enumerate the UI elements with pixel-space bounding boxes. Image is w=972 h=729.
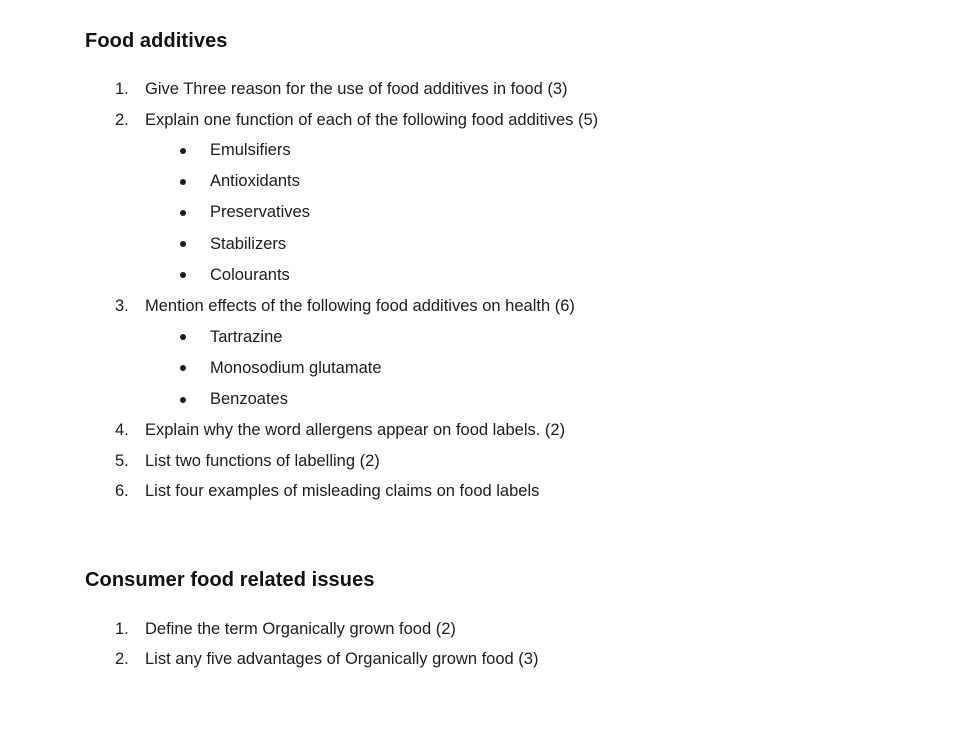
bullet-icon — [180, 272, 186, 278]
item-number: 4. — [115, 421, 129, 440]
item-number: 6. — [115, 482, 129, 501]
item-number: 3. — [115, 297, 129, 316]
bullet-item — [85, 197, 932, 228]
bullet-text: Colourants — [210, 265, 290, 284]
bullet-item — [85, 229, 932, 260]
item-number: 2. — [115, 110, 129, 129]
bullet-item — [85, 322, 932, 353]
bullet-text: Antioxidants — [210, 172, 300, 191]
numbered-item — [85, 415, 932, 446]
item-text: List two functions of labelling (2) — [145, 451, 380, 470]
bullet-item — [85, 166, 932, 197]
bullet-text: Preservatives — [210, 203, 310, 222]
bullet-item — [85, 260, 932, 291]
bullet-text: Emulsifiers — [210, 141, 291, 159]
numbered-item — [85, 476, 932, 507]
bullet-icon — [180, 148, 186, 154]
item-text: List four examples of misleading claims on food labels — [145, 482, 540, 501]
item-text: Define the term Organically grown food (2) — [145, 619, 456, 638]
numbered-item — [85, 74, 932, 105]
item-text: Give Three reason for the use of food additives in food (3) — [145, 80, 568, 98]
item-text: List any five advantages of Organically grown food (3) — [145, 650, 539, 669]
item-number: 2. — [115, 650, 129, 669]
numbered-item — [85, 644, 932, 675]
bullet-text: Tartrazine — [210, 327, 283, 346]
consumer-food-issues-list — [85, 614, 932, 675]
bullet-text: Monosodium glutamate — [210, 358, 382, 377]
bullet-icon — [180, 365, 186, 371]
bullet-icon — [180, 334, 186, 340]
item-number: 1. — [115, 80, 129, 98]
item-text: Explain one function of each of the following food additives (5) — [145, 110, 599, 129]
bullet-text: Stabilizers — [210, 234, 287, 253]
bullet-icon — [180, 397, 186, 403]
section-heading-food-additives: Food additives — [85, 30, 228, 52]
bullet-item — [85, 353, 932, 384]
numbered-item — [85, 105, 932, 136]
bullet-icon — [180, 179, 186, 185]
item-number: 1. — [115, 619, 129, 638]
section-heading-consumer-food-issues: Consumer food related issues — [85, 568, 375, 591]
bullet-item — [85, 384, 932, 415]
bullet-text: Benzoates — [210, 389, 288, 408]
bullet-icon — [180, 241, 186, 247]
food-additives-list — [85, 74, 932, 507]
numbered-item — [85, 291, 932, 322]
numbered-item — [85, 614, 932, 645]
item-text: Mention effects of the following food additives on health (6) — [145, 297, 575, 316]
item-text: Explain why the word allergens appear on food labels. (2) — [145, 421, 566, 440]
bullet-item — [85, 135, 932, 166]
numbered-item — [85, 446, 932, 477]
item-number: 5. — [115, 451, 129, 470]
bullet-icon — [180, 210, 186, 216]
